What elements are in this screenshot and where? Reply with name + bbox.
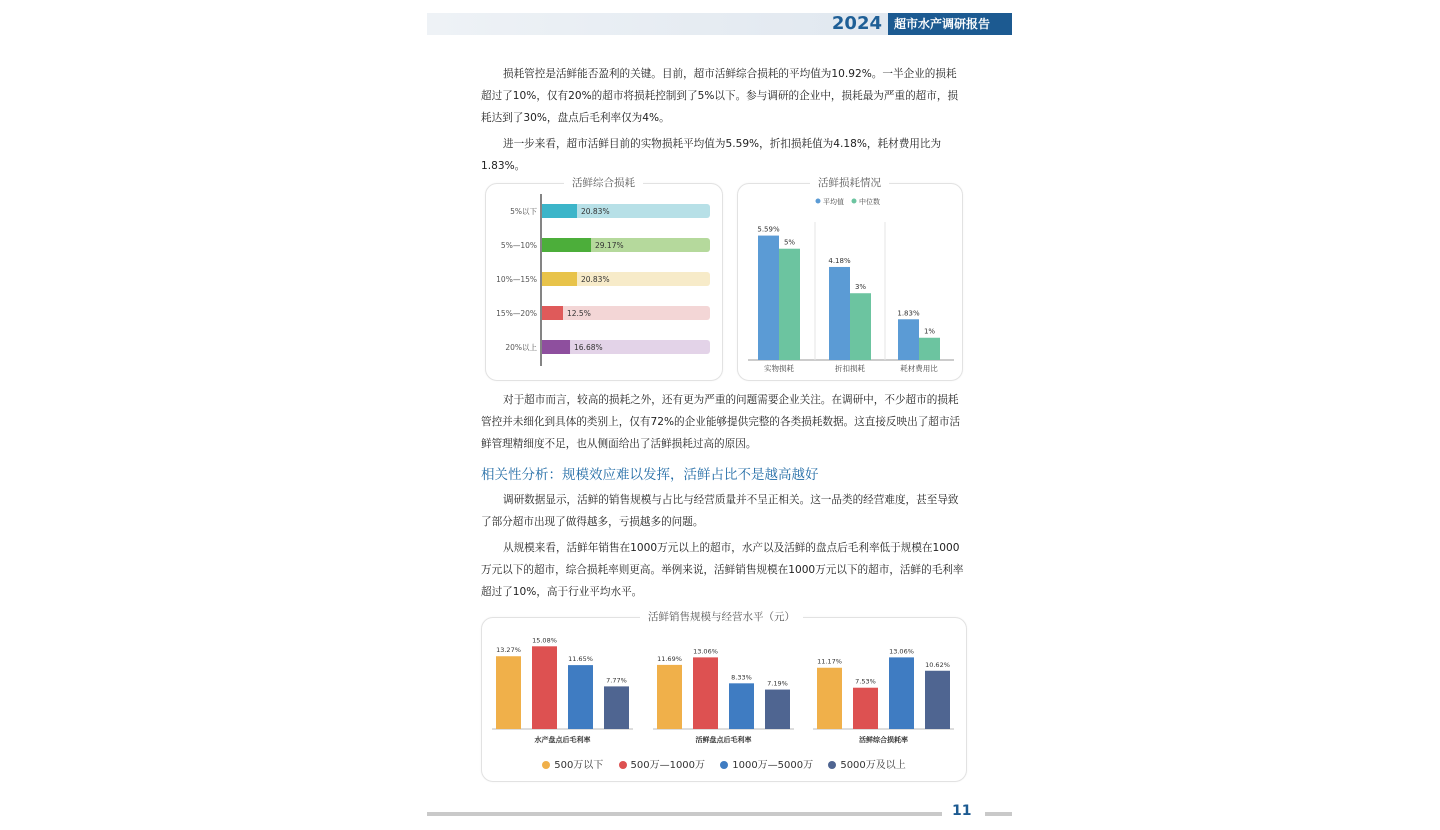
legend-label: 5000万及以上 bbox=[840, 760, 906, 771]
data-label: 20.83% bbox=[580, 275, 610, 284]
y-tick-label: 20%以上 bbox=[505, 343, 537, 352]
legend-label: 平均值 bbox=[823, 198, 844, 206]
data-label: 20.83% bbox=[580, 207, 610, 216]
legend-label: 中位数 bbox=[859, 198, 880, 206]
legend-label: 500万—1000万 bbox=[630, 760, 706, 771]
data-label: 11.69% bbox=[657, 654, 682, 663]
y-tick-label: 15%—20% bbox=[496, 309, 537, 318]
paragraph-loss-management: 对于超市而言，较高的损耗之外，还有更为严重的问题需要企业关注。在调研中，不少超市的损耗管控并未细化到具体的类别上，仅有72%的企业能够提供完整的各类损耗数据。这直接反映出了超市活鲜管理精细度不足，也从侧面给出了活鲜损耗过高的原因。 bbox=[481, 394, 961, 450]
legend-dot bbox=[542, 761, 550, 769]
bar bbox=[542, 340, 570, 354]
paragraph-scale-analysis: 从规模来看，活鲜年销售在1000万元以上的超市，水产以及活鲜的盘点后毛利率低于规模在1000万元以下的超市，综合损耗率则更高。举例来说，活鲜销售规模在1000万元以下的超市，活鲜的毛利率超过了10%，高于行业平均水平。 bbox=[481, 542, 964, 598]
bar bbox=[898, 319, 919, 360]
legend-dot bbox=[828, 761, 836, 769]
data-label: 5% bbox=[783, 238, 796, 247]
data-label: 1.83% bbox=[897, 309, 920, 318]
data-label: 7.77% bbox=[606, 676, 627, 685]
data-label: 4.18% bbox=[828, 256, 851, 265]
footer-bar bbox=[427, 812, 942, 816]
x-tick-label: 水产盘点后毛利率 bbox=[534, 736, 591, 744]
legend-label: 1000万—5000万 bbox=[732, 760, 814, 771]
bar bbox=[758, 236, 779, 360]
bar bbox=[532, 646, 557, 729]
footer-bar-end bbox=[985, 812, 1012, 816]
chart-panel-comprehensive-loss bbox=[485, 177, 723, 381]
bar bbox=[765, 690, 790, 729]
bar bbox=[829, 267, 850, 360]
paragraph-loss-control: 损耗管控是活鲜能否盈利的关键。目前，超市活鲜综合损耗的平均值为10.92%。一半企业的损耗超过了10%，仅有20%的超市将损耗控制到了5%以下。参与调研的企业中，损耗最为严重的超市，损耗达到了30%，盘点后毛利率仅为4%。 bbox=[481, 68, 959, 124]
bar bbox=[850, 293, 871, 360]
x-tick-label: 折扣损耗 bbox=[835, 364, 865, 373]
x-tick-label: 活鲜综合损耗率 bbox=[859, 736, 908, 744]
data-label: 13.06% bbox=[693, 647, 718, 656]
data-label: 16.68% bbox=[574, 343, 603, 352]
chart-panel-sales-scale bbox=[481, 611, 967, 782]
bar bbox=[919, 338, 940, 360]
paragraph-survey-data: 调研数据显示，活鲜的销售规模与占比与经营质量并不呈正相关。这一品类的经营难度，甚至导致了部分超市出现了做得越多，亏损越多的问题。 bbox=[481, 494, 959, 528]
legend-item bbox=[542, 756, 603, 771]
legend-item bbox=[828, 756, 905, 771]
report-page bbox=[427, 0, 1012, 830]
legend-item bbox=[720, 756, 813, 771]
bar bbox=[542, 204, 577, 218]
data-label: 3% bbox=[854, 283, 867, 292]
data-label: 13.06% bbox=[889, 647, 914, 656]
bar bbox=[817, 668, 842, 729]
bar bbox=[779, 249, 800, 360]
bar bbox=[604, 686, 629, 729]
data-label: 29.17% bbox=[595, 241, 624, 250]
bar bbox=[568, 665, 593, 729]
data-label: 11.65% bbox=[568, 655, 593, 664]
data-label: 7.19% bbox=[767, 679, 788, 688]
data-label: 1% bbox=[923, 327, 936, 336]
bar bbox=[889, 657, 914, 729]
legend-label: 500万以下 bbox=[554, 760, 604, 771]
chart-panel-loss-situation bbox=[737, 177, 963, 381]
report-year: 2024 bbox=[831, 13, 882, 34]
data-label: 5.59% bbox=[757, 225, 780, 234]
legend-item bbox=[619, 756, 706, 771]
bar bbox=[542, 238, 591, 252]
bar bbox=[542, 272, 577, 286]
data-label: 13.27% bbox=[496, 646, 521, 655]
legend-dot bbox=[720, 761, 728, 769]
bar bbox=[925, 671, 950, 729]
data-label: 10.62% bbox=[925, 660, 950, 669]
data-label: 11.17% bbox=[817, 657, 842, 666]
bar bbox=[542, 306, 563, 320]
data-label: 12.5% bbox=[567, 309, 591, 318]
chart-title: 活鲜综合损耗 bbox=[564, 176, 643, 190]
loss-situation-chart bbox=[738, 184, 962, 380]
report-title-banner: 超市水产调研报告 bbox=[888, 13, 1012, 35]
bar bbox=[853, 688, 878, 729]
legend-marker bbox=[816, 199, 821, 204]
sales-scale-chart bbox=[482, 618, 966, 750]
section-heading: 相关性分析：规模效应难以发挥，活鲜占比不是越高越好 bbox=[481, 467, 819, 483]
bar bbox=[693, 657, 718, 729]
y-tick-label: 5%—10% bbox=[500, 241, 537, 250]
y-tick-label: 5%以下 bbox=[510, 207, 537, 216]
x-tick-label: 实物损耗 bbox=[764, 364, 794, 373]
comprehensive-loss-chart bbox=[486, 184, 722, 380]
chart-title: 活鲜损耗情况 bbox=[810, 176, 889, 190]
chart-legend bbox=[482, 756, 966, 771]
paragraph-loss-breakdown: 进一步来看，超市活鲜目前的实物损耗平均值为5.59%，折扣损耗值为4.18%，耗材费用比为1.83%。 bbox=[481, 138, 942, 172]
bar bbox=[657, 665, 682, 729]
y-tick-label: 10%—15% bbox=[496, 275, 537, 284]
x-tick-label: 耗材费用比 bbox=[900, 364, 938, 373]
x-tick-label: 活鲜盘点后毛利率 bbox=[695, 736, 752, 744]
data-label: 8.33% bbox=[731, 673, 752, 682]
legend-dot bbox=[619, 761, 627, 769]
data-label: 7.53% bbox=[855, 677, 876, 686]
legend-marker bbox=[852, 199, 857, 204]
bar bbox=[729, 683, 754, 729]
chart-title: 活鲜销售规模与经营水平（元） bbox=[640, 610, 803, 624]
bar bbox=[496, 656, 521, 729]
page-number: 11 bbox=[952, 803, 972, 819]
data-label: 15.08% bbox=[532, 636, 557, 645]
